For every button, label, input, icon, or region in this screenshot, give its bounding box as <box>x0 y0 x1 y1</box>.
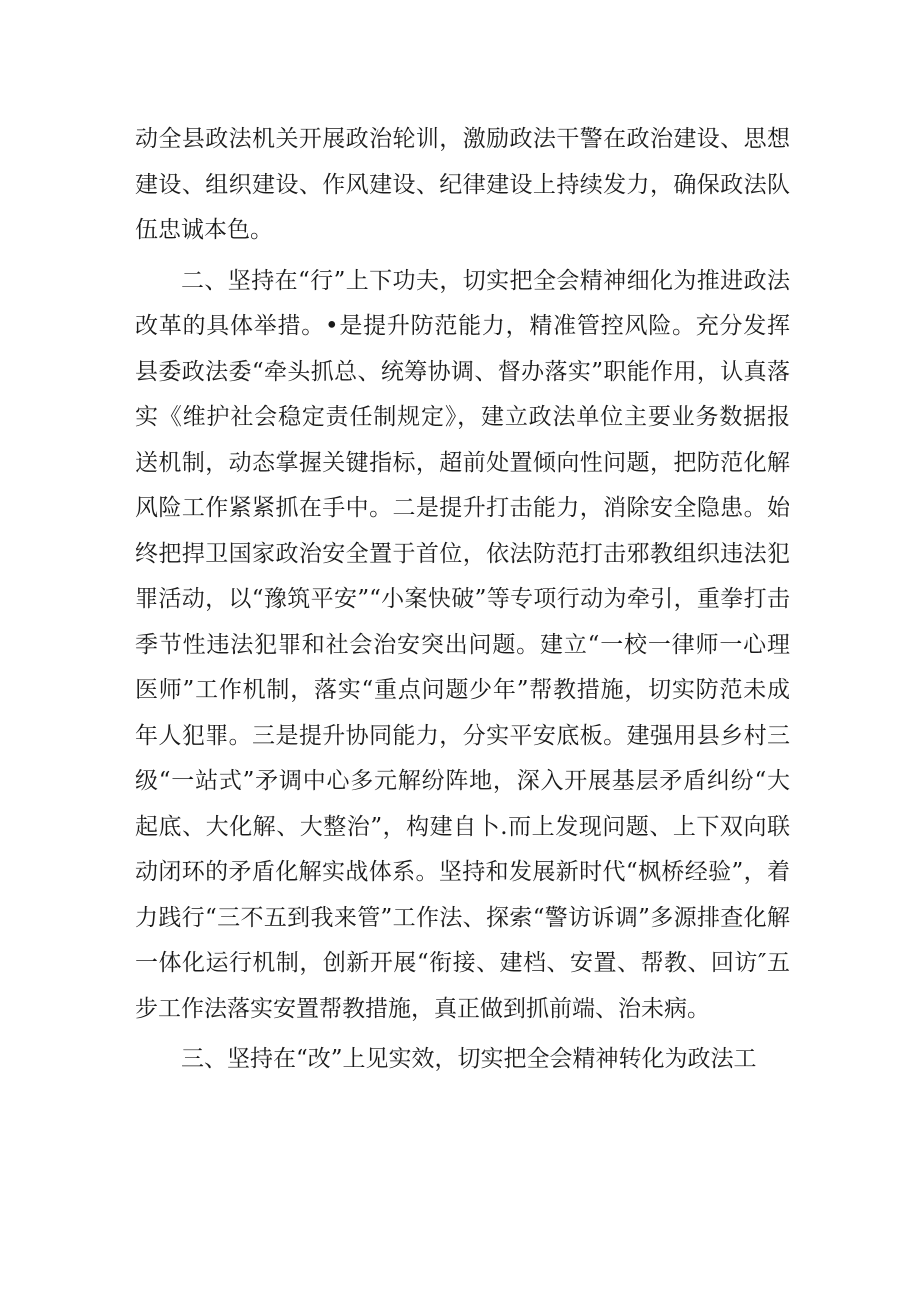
paragraph-section-two: 二、坚持在“行”上下功夫，切实把全会精神细化为推进政法改革的具体举措。•是提升防范能力，精准管控风险。充分发挥县委政法委“牵头抓总、统筹协调、督办落实”职能作用，认真落实《维护社会稳定责任制规定》，建立政法单位主要业务数据报送机制，动态掌握关键指标，超前处置倾向性问题，把防范化解风险工作紧紧抓在手中。二是提升打击能力，消除安全隐患。始终把捍卫国家政治安全置于首位，依法防范打击邪教组织违法犯罪活动，以“豫筑平安”“小案快破”等专项行动为牵引，重拳打击季节性违法犯罪和社会治安突出问题。建立“一校一律师一心理医师”工作机制，落实“重点问题少年”帮教措施，切实防范未成年人犯罪。三是提升协同能力，分实平安底板。建强用县乡村三级“一站式”矛调中心多元解纷阵地，深入开展基层矛盾纠纷“大起底、大化解、大整治”，构建自卜.而上发现问题、上下双向联动闭环的矛盾化解实战体系。坚持和发展新时代“枫桥经验”，着力践行“三不五到我来管”工作法、探索“警访诉调”多源排查化解一体化运行机制，创新开展“衔接、建档、安置、帮教、回访″五步工作法落实安置帮教措施，真正做到抓前端、治未病。 <box>135 267 790 1022</box>
paragraph-section-three: 三、坚持在“改”上见实效，切实把全会精神转化为政法工 <box>181 1046 757 1072</box>
paragraph-continuation: 动全县政法机关开展政治轮训，激励政法干警在政治建设、思想建设、组织建设、作风建设、纪律建设上持续发力，确保政法队伍忠诚本色。 <box>135 126 790 243</box>
document-body <box>135 117 790 1088</box>
